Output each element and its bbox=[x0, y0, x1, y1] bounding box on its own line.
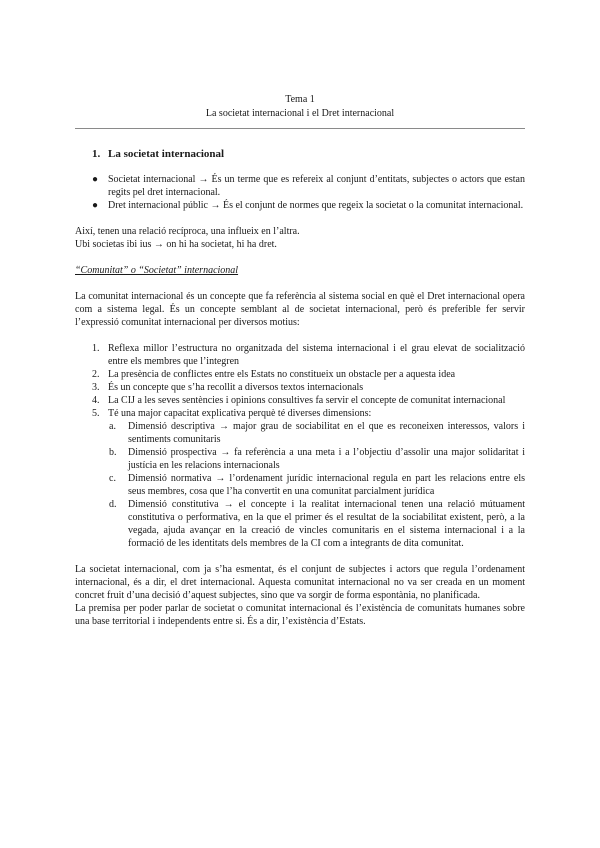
relation-line: Ubi societas ibi ius → on hi ha societat, hi ha dret. bbox=[75, 239, 277, 250]
bullet-icon: ● bbox=[92, 200, 99, 211]
list-item bbox=[92, 199, 525, 212]
closing-paragraph: La societat internacional, com ja s’ha esmentat, és el conjunt de subjectes i actors que regula l’ordenament internacional, és a dir, el dret internacional. Aquesta comunitat internacional no va ser creada en un moment concret fruit d’una decisió d’aquest subjectes, sino que va sorgir de forma espontània, no planificada. bbox=[75, 564, 525, 601]
topic-number: Tema 1 bbox=[285, 94, 315, 105]
item-letter: b. bbox=[109, 447, 117, 458]
closing-paragraph: La premisa per poder parlar de societat o comunitat internacional és l’existència de comunitats humanes sobre una base territorial i independents entre si. És a dir, l’existència d’Estats. bbox=[75, 603, 525, 627]
document-body bbox=[75, 148, 525, 628]
list-item bbox=[109, 472, 525, 498]
item-number: 3. bbox=[92, 382, 100, 393]
item-text: Dimensió descriptiva → major grau de sociabilitat en el que es reconeixen interessos, valors i sentiments comunitaris bbox=[128, 421, 525, 445]
relation-line: Així, tenen una relació recíproca, una influeix en l’altra. bbox=[75, 226, 300, 237]
list-item bbox=[92, 407, 525, 420]
definition-text: Dret internacional públic → És el conjunt de normes que regeix la societat o la comunitat internacional. bbox=[108, 200, 524, 211]
definition-text: Societat internacional → És un terme que es refereix al conjunt d’entitats, subjectes o actors que estan regits pel dret internacional. bbox=[108, 174, 525, 198]
section-heading bbox=[92, 148, 525, 161]
item-text: Dimensió constitutiva → el concepte i la realitat internacional tenen una relació mútuament constitutiva o performativa, en la que el primer és el resultat de la sociabilitat existent, però, a la vegada, ajuda avançar en la creació de vincles comunitaris en el sistema internacional i a la formació de les identitats dels membres de la CI com a integrants de dita comunitat. bbox=[128, 499, 525, 549]
header-divider bbox=[75, 128, 525, 129]
document-header bbox=[75, 93, 525, 121]
section-number: 1. bbox=[92, 148, 101, 160]
item-text: Dimensió normativa → l’ordenament jurídic internacional regula en part les relacions entre els seus membres, cosa que l’ha convertit en una comunitat parcialment jurídica bbox=[128, 473, 525, 497]
item-text: Té una major capacitat explicativa perquè té diverses dimensions: bbox=[108, 408, 372, 419]
item-text: La CIJ a les seves sentències i opinions consultives fa servir el concepte de comunitat internacional bbox=[108, 395, 506, 406]
item-number: 4. bbox=[92, 395, 100, 406]
item-body bbox=[108, 407, 525, 420]
list-item bbox=[109, 498, 525, 550]
item-text: És un concepte que s’ha recollit a diversos textos internacionals bbox=[108, 382, 364, 393]
subsection-title: “Comunitat” o “Societat” internacional bbox=[75, 265, 239, 276]
item-number: 5. bbox=[92, 408, 100, 419]
item-letter: c. bbox=[109, 473, 116, 484]
list-item bbox=[109, 420, 525, 446]
list-item bbox=[92, 394, 525, 407]
intro-paragraph: La comunitat internacional és un concepte que fa referència al sistema social en què el Dret internacional opera com a sistema legal. És un concepte semblant al de societat internacional, però és preferible fer servir l’expressió comunitat internacional per diversos motius: bbox=[75, 291, 525, 328]
definition-list bbox=[75, 173, 525, 212]
list-item bbox=[92, 173, 525, 199]
item-letter: a. bbox=[109, 421, 116, 432]
bullet-icon: ● bbox=[92, 174, 99, 185]
list-item bbox=[92, 368, 525, 381]
item-text: Reflexa millor l’estructura no organitzada del sistema internacional i el grau elevat de socialització entre els membres que l’integren bbox=[108, 343, 525, 367]
list-item bbox=[92, 381, 525, 394]
dimensions-list bbox=[75, 420, 525, 550]
item-number: 1. bbox=[92, 343, 100, 354]
item-text: La presència de conflictes entre els Estats no constitueix un obstacle per a aquesta idea bbox=[108, 369, 456, 380]
reasons-list bbox=[75, 342, 525, 420]
item-number: 2. bbox=[92, 369, 100, 380]
list-item bbox=[92, 342, 525, 368]
item-text: Dimensió prospectiva → fa referència a una meta i a l’objectiu d’assolir una major solidaritat i justícia en les relacions internacionals bbox=[128, 447, 525, 471]
document-title: La societat internacional i el Dret internacional bbox=[205, 108, 395, 119]
section-title: La societat internacional bbox=[108, 148, 225, 160]
item-letter: d. bbox=[109, 499, 117, 510]
list-item bbox=[109, 446, 525, 472]
